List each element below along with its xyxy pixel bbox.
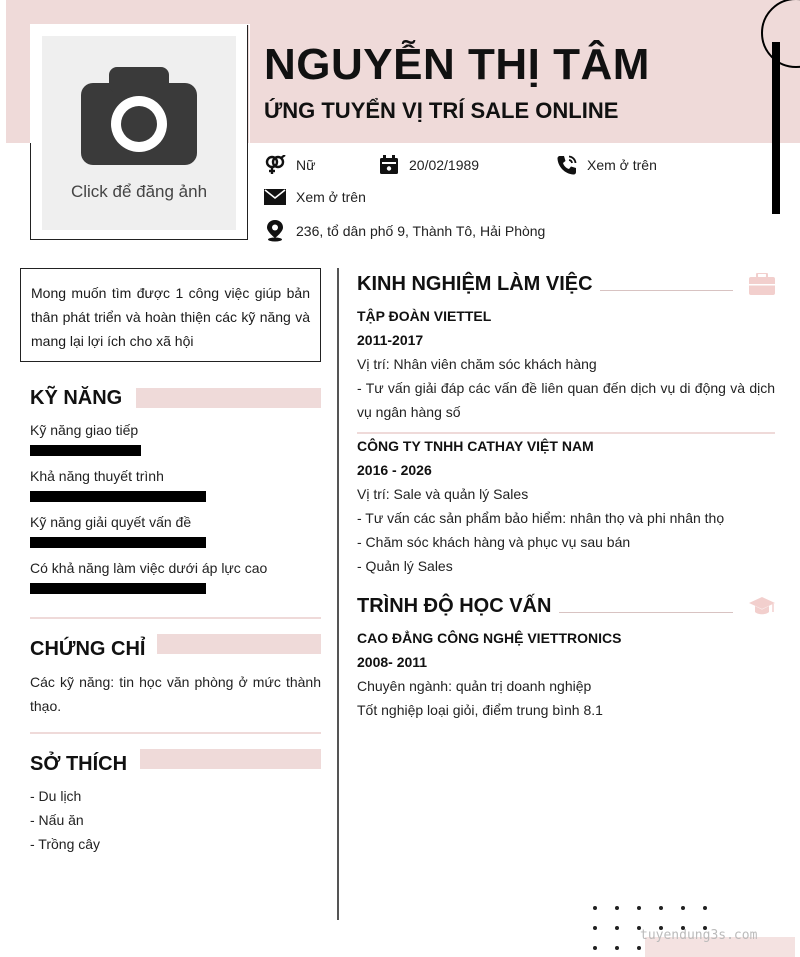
photo-upload[interactable] [30, 24, 248, 240]
job-period: 2016 - 2026 [357, 462, 432, 478]
hobby-item: - Nấu ăn [30, 812, 84, 828]
job-detail: - Tư vấn giải đáp các vấn đề liên quan đến dịch vụ di động và dịch vụ ngân hàng số [357, 380, 775, 420]
job-detail: Vị trí: Sale và quản lý Sales [357, 486, 529, 502]
decorative-dot [659, 906, 663, 910]
photo-caption: Click để đăng ảnh [70, 182, 208, 201]
gender-value: Nữ [296, 157, 316, 173]
map-pin-icon [264, 220, 286, 242]
skill-label: Có khả năng làm việc dưới áp lực cao [30, 560, 268, 576]
decorative-dot [615, 946, 619, 950]
birthday-value: 20/02/1989 [409, 157, 480, 173]
decorative-dot [637, 906, 641, 910]
certificates-text: Các kỹ năng: tin học văn phòng ở mức thành thạo. [30, 674, 321, 714]
email-info [264, 188, 366, 206]
skill-label: Khả năng thuyết trình [30, 468, 164, 484]
job-divider [357, 432, 775, 434]
certificates-title-bar [157, 634, 321, 654]
briefcase-icon [749, 273, 775, 295]
education-detail: Tốt nghiệp loại giỏi, điểm trung bình 8.1 [357, 702, 603, 718]
decorative-dot [615, 906, 619, 910]
section-divider [30, 617, 321, 619]
photo-placeholder[interactable] [42, 36, 236, 230]
hobby-item: - Du lịch [30, 788, 82, 804]
email-value: Xem ở trên [296, 189, 366, 205]
column-divider [337, 268, 339, 920]
calendar-icon [379, 155, 399, 175]
skill-level-bar [30, 583, 206, 594]
skills-title: KỸ NĂNG [30, 387, 123, 409]
experience-title-line [600, 290, 733, 291]
education-title: TRÌNH ĐỘ HỌC VẤN [357, 595, 552, 617]
job-detail: - Tư vấn các sản phẩm bảo hiểm: nhân thọ và phi nhân thọ [357, 510, 725, 526]
section-divider [30, 732, 321, 734]
address-value: 236, tổ dân phố 9, Thành Tô, Hải Phòng [296, 223, 546, 239]
decorative-dot [593, 926, 597, 930]
career-objective: Mong muốn tìm được 1 công việc giúp bản thân phát triển và hoàn thiện các kỹ năng và mang lại lợi ích cho xã hội [20, 268, 321, 362]
skill-level-bar [30, 445, 141, 456]
education-detail: Chuyên ngành: quản trị doanh nghiệp [357, 678, 592, 694]
birthday-info [379, 155, 479, 175]
gender-icon [264, 155, 286, 175]
skill-label: Kỹ năng giải quyết vấn đề [30, 514, 192, 530]
decorative-dot [681, 906, 685, 910]
skills-title-bar [136, 388, 321, 408]
decorative-dot [703, 906, 707, 910]
camera-icon [81, 65, 197, 165]
certificates-title: CHỨNG CHỈ [30, 638, 146, 660]
candidate-name: NGUYỄN THỊ TÂM [264, 40, 650, 89]
job-detail: Vị trí: Nhân viên chăm sóc khách hàng [357, 356, 597, 372]
job-company: TẬP ĐOÀN VIETTEL [357, 308, 492, 324]
gender-info [264, 155, 315, 175]
phone-icon [557, 155, 577, 175]
decorative-dot [593, 946, 597, 950]
graduation-cap-icon [749, 597, 775, 617]
skill-level-bar [30, 491, 206, 502]
decorative-bar [772, 42, 780, 214]
skill-label: Kỹ năng giao tiếp [30, 422, 139, 438]
job-detail: - Chăm sóc khách hàng và phục vụ sau bán [357, 534, 631, 550]
skill-level-bar [30, 537, 206, 548]
experience-title: KINH NGHIỆM LÀM VIỆC [357, 273, 593, 295]
address-info [264, 220, 545, 242]
decorative-dot [615, 926, 619, 930]
decorative-dot [637, 946, 641, 950]
school-name: CAO ĐẲNG CÔNG NGHỆ VIETTRONICS [357, 630, 622, 646]
hobbies-title-bar [140, 749, 321, 769]
applied-position: ỨNG TUYỂN VỊ TRÍ SALE ONLINE [264, 98, 619, 123]
education-period: 2008- 2011 [357, 654, 428, 670]
education-title-line [559, 612, 733, 613]
watermark: tuyendung3s.com [640, 928, 758, 943]
hobbies-title: SỞ THÍCH [30, 753, 128, 775]
phone-info [557, 155, 657, 175]
job-period: 2011-2017 [357, 332, 424, 348]
envelope-icon [264, 188, 286, 206]
phone-value: Xem ở trên [587, 157, 657, 173]
hobby-item: - Trồng cây [30, 836, 101, 852]
job-detail: - Quản lý Sales [357, 558, 453, 574]
job-company: CÔNG TY TNHH CATHAY VIỆT NAM [357, 438, 594, 454]
decorative-dot [593, 906, 597, 910]
